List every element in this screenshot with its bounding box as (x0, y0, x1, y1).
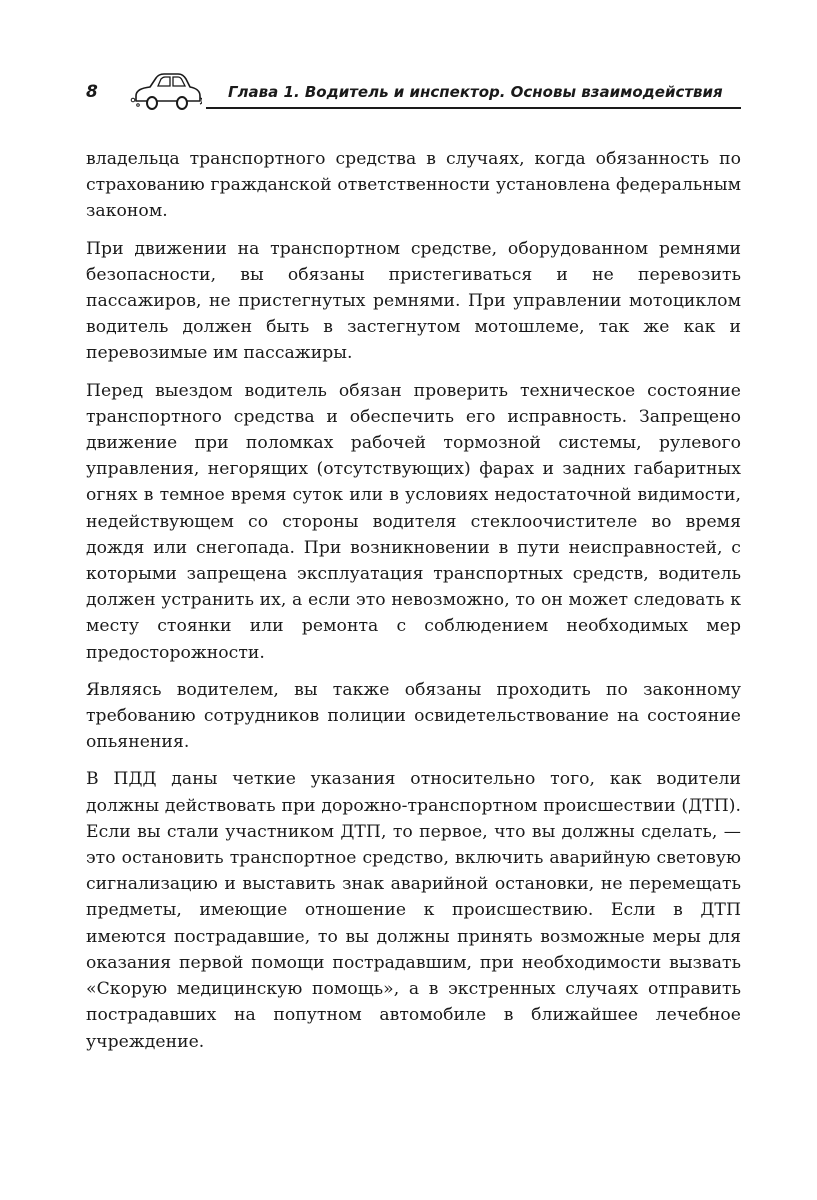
paragraph-5: В ПДД даны четкие указания относительно того, как водители должны действовать при дорожно-транспортном происшествии (ДТП). Если вы стали участником ДТП, то первое, что вы должны сделать, — это остановить транспортное средство, включить аварийную световую сигнализацию и выставить знак аварийной остановки, не перемещать предметы, имеющие отношение к происшествию. Если в ДТП имеются пострадавшие, то вы должны принять возможные меры для оказания первой помощи пострадавшим, при необходимости вызвать «Скорую медицинскую помощь», а в экстренных случаях отправить пострадавших на попутном автомобиле в ближайшее лечебное учреждение. (86, 769, 741, 1052)
chapter-title: Глава 1. Водитель и инспектор. Основы взаимодействия (228, 83, 723, 101)
paragraph-3: Перед выездом водитель обязан проверить техническое состояние транспортного средства и обеспечить его исправность. Запрещено движение при поломках рабочей тормозной системы, рулевого управления, негорящих (отсутствующих) фарах и задних габаритных огнях в темное время суток или в условиях недостаточной видимости, недействующем со стороны водителя стеклоочистителе во время дождя или снегопада. При возникновении в пути неисправностей, с которыми запрещена эксплуатация транспортных средств, водитель должен устранить их, а если это невозможно, то он может следовать к месту стоянки или ремонта с соблюдением необходимых мер предосторожности. (86, 380, 741, 663)
header-divider (206, 107, 741, 109)
paragraph-2: При движении на транспортном средстве, оборудованном ремнями безопасности, вы обязаны пристегиваться и не перевозить пассажиров, не пристегнутых ремнями. При управлении мотоциклом водитель должен быть в застегнутом мотошлеме, так же как и перевозимые им пассажиры. (86, 238, 741, 364)
page-number: 8 (86, 82, 98, 102)
body-text (86, 146, 741, 1066)
paragraph-4: Являясь водителем, вы также обязаны проходить по законному требованию сотрудников полиции освидетельствование на состояние опьянения. (86, 679, 741, 753)
page-header (86, 70, 741, 112)
paragraph-1: владельца транспортного средства в случаях, когда обязанность по страхованию гражданской ответственности установлена федеральным законом. (86, 149, 741, 222)
car-icon (130, 70, 202, 112)
